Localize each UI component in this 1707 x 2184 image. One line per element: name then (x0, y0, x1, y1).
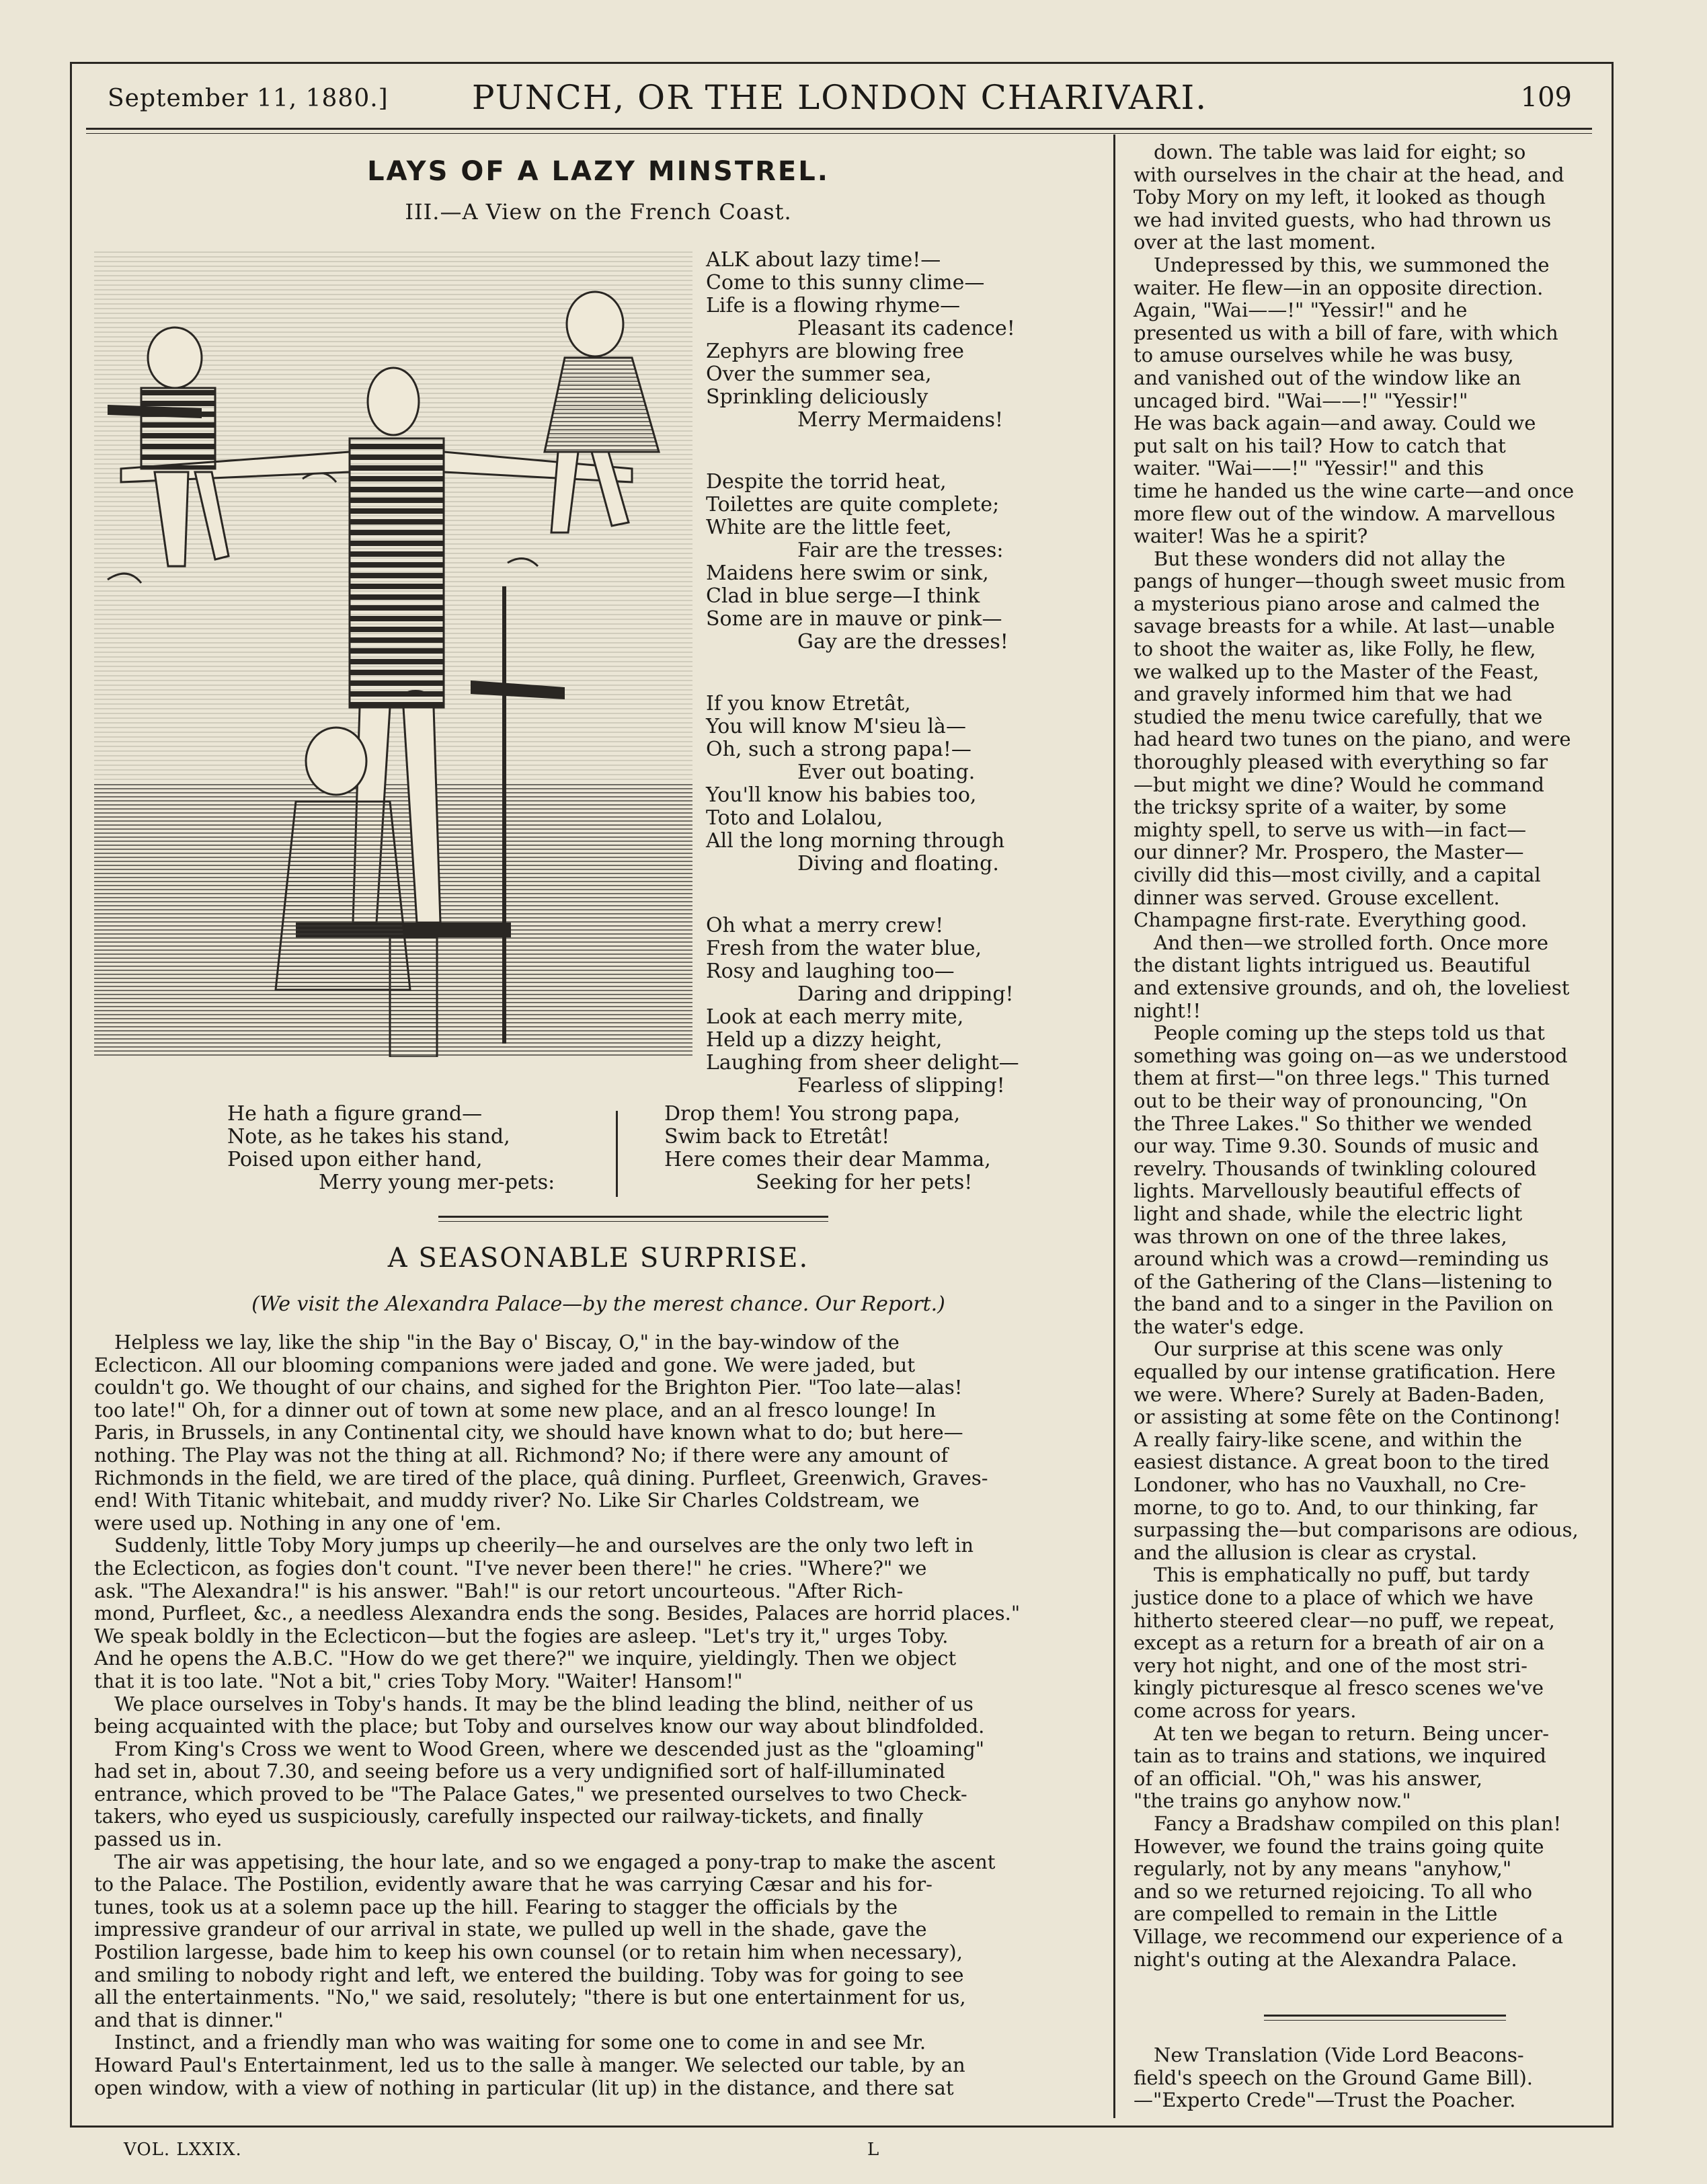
text-line: waiter! Was he a spirit? (1134, 524, 1368, 548)
footnote (1134, 2044, 1618, 2112)
section-rule-top (438, 1216, 828, 1218)
text-line: the water's edge. (1134, 1315, 1305, 1338)
text-line: and extensive grounds, and oh, the loveliest (1134, 976, 1570, 999)
text-line: Poised upon either hand, (227, 1148, 483, 1171)
text-line: open window, with a view of nothing in particular (lit up) in the distance, and there sat (94, 2076, 954, 2099)
text-line: Village, we recommend our experience of a (1134, 1924, 1564, 1948)
text-line: with ourselves in the chair at the head, and (1134, 163, 1564, 186)
text-line: Rosy and laughing too— (706, 960, 955, 983)
text-line: nothing. The Play was not the thing at all. Richmond? No; if there were any amount of (94, 1443, 949, 1467)
text-line: Howard Paul's Entertainment, led us to the salle à manger. We selected our table, by an (94, 2054, 965, 2076)
text-line: Fair are the tresses: (797, 539, 1004, 562)
text-line: our dinner? Mr. Prospero, the Master— (1134, 841, 1524, 864)
article-note: (We visit the Alexandra Palace—by the merest chance. Our Report.) (251, 1292, 945, 1316)
text-line: lights. Marvellously beautiful effects of (1134, 1179, 1521, 1203)
paragraph (1134, 254, 1618, 548)
text-line: "the trains go anyhow now." (1134, 1789, 1411, 1813)
text-line: He hath a figure grand— (227, 1102, 483, 1126)
paragraph (1134, 1022, 1618, 1338)
text-line: Daring and dripping! (797, 982, 1014, 1006)
paragraph (94, 1331, 1116, 1534)
signature-mark: L (867, 2140, 879, 2160)
text-line: Ever out boating. (797, 760, 976, 784)
header-rule-thin (86, 133, 1592, 134)
paragraph (1134, 1813, 1618, 1971)
text-line: The air was appetising, the hour late, and so we engaged a pony-trap to make the ascent (114, 1850, 996, 1873)
text-line: end! With Titanic whitebait, and muddy river? No. Like Sir Charles Coldstream, we (94, 1489, 920, 1512)
text-line: down. The table was laid for eight; so (1154, 141, 1526, 163)
text-line: Instinct, and a friendly man who was waiting for some one to come in and see Mr. (114, 2031, 926, 2054)
text-line: all the entertainments. "No," we said, resolutely; "there is but one entertainment for us, (94, 1986, 966, 2009)
poem-stanza (706, 693, 1103, 875)
paragraph (1134, 1723, 1618, 1813)
paragraph (1134, 548, 1618, 932)
text-line: entrance, which proved to be "The Palace Gates," we presented ourselves to two Check- (94, 1782, 967, 1805)
text-line: Fresh from the water blue, (706, 937, 982, 960)
text-line: Laughing from sheer delight— (706, 1051, 1019, 1075)
text-line: Londoner, who has no Vauxhall, no Cre- (1134, 1473, 1526, 1497)
text-line: waiter. "Wai——!" "Yessir!" and this (1134, 457, 1484, 480)
text-line: Toto and Lolalou, (706, 806, 883, 830)
text-line: except as a return for a breath of air on a (1134, 1631, 1545, 1655)
text-line: People coming up the steps told us that (1154, 1021, 1545, 1045)
text-line: civilly did this—most civilly, and a capital (1134, 863, 1541, 886)
text-line: uncaged bird. "Wai——!" "Yessir!" (1134, 389, 1468, 412)
text-line: If you know Etretât, (706, 692, 911, 715)
text-line: Champagne first-rate. Everything good. (1134, 908, 1527, 932)
text-line: Helpless we lay, like the ship "in the Bay o' Biscay, O," in the bay-window of the (114, 1331, 900, 1354)
poem-stanzas (706, 249, 1103, 1136)
text-line: were used up. Nothing in any one of 'em. (94, 1511, 502, 1534)
text-line: surpassing the—but comparisons are odious, (1134, 1518, 1579, 1542)
text-line: Held up a dizzy height, (706, 1028, 943, 1052)
footnote-rule-thin (1264, 2020, 1506, 2021)
text-line: and the allusion is clear as crystal. (1134, 1540, 1478, 1564)
text-line: Toilettes are quite complete; (706, 493, 1000, 516)
text-line: Undepressed by this, we summoned the (1154, 253, 1550, 276)
text-line: to the Palace. The Postilion, evidently aware that he was carrying Cæsar and his for- (94, 1873, 932, 1896)
text-line: couldn't go. We thought of our chains, and sighed for the Brighton Pier. "Too late—alas! (94, 1376, 963, 1399)
text-line: justice done to a place of which we have (1134, 1586, 1534, 1609)
text-line: A really fairy-like scene, and within the (1134, 1428, 1522, 1451)
poem-stanza (706, 471, 1103, 654)
text-line: impressive grandeur of our arrival in state, we pulled up well in the shade, gave the (94, 1918, 927, 1941)
text-line: thoroughly pleased with everything so far (1134, 750, 1548, 774)
text-line: the tricksy sprite of a waiter, by some (1134, 795, 1507, 819)
text-line: pangs of hunger—though sweet music from (1134, 570, 1566, 593)
text-line: the distant lights intrigued us. Beautiful (1134, 953, 1531, 977)
text-line: studied the menu twice carefully, that we (1134, 705, 1543, 728)
text-line: come across for years. (1134, 1699, 1357, 1722)
text-line: we had invited guests, who had thrown us (1134, 208, 1552, 231)
text-line: or assisting at some fête on the Continong! (1134, 1405, 1561, 1429)
text-line: hitherto steered clear—no puff, we repeat, (1134, 1608, 1555, 1632)
text-line: to amuse ourselves while he was busy, (1134, 344, 1514, 367)
poem-subtitle: III.—A View on the French Coast. (405, 199, 792, 225)
text-line: waiter. He flew—in an opposite direction. (1134, 276, 1544, 299)
text-line: Oh, such a strong papa!— (706, 738, 971, 761)
text-line: —"Experto Crede"—Trust the Poacher. (1134, 2089, 1516, 2112)
issue-date: September 11, 1880.] (108, 85, 389, 112)
text-line: Oh what a merry crew! (706, 914, 944, 937)
text-line: From King's Cross we went to Wood Green, where we descended just as the "gloaming" (114, 1737, 985, 1760)
text-line: savage breasts for a while. At last—unable (1134, 615, 1555, 638)
article-title: A SEASONABLE SURPRISE. (387, 1243, 809, 1274)
text-line: something was going on—as we understood (1134, 1044, 1568, 1067)
text-line: being acquainted with the place; but Toby and ourselves know our way about blindfolded. (94, 1715, 985, 1738)
text-line: and vanished out of the window like an (1134, 366, 1521, 389)
text-line: the band and to a singer in the Pavilion on (1134, 1292, 1554, 1316)
paragraph (94, 1851, 1116, 2032)
text-line: —but might we dine? Would he command (1134, 773, 1544, 796)
text-line: All the long morning through (706, 829, 1005, 853)
text-line: And he opens the A.B.C. "How do we get there?" we inquire, yieldingly. Then we object (94, 1647, 957, 1670)
paragraph (1134, 2044, 1618, 2112)
text-line: of the Gathering of the Clans—listening to (1134, 1270, 1552, 1293)
text-line: Some are in mauve or pink— (706, 607, 1002, 631)
text-line: easiest distance. A great boon to the tired (1134, 1450, 1550, 1474)
text-line: night!! (1134, 999, 1201, 1022)
text-line: Fearless of slipping! (797, 1074, 1005, 1097)
text-line: We place ourselves in Toby's hands. It may be the blind leading the blind, neither of us (114, 1692, 974, 1715)
paragraph (1134, 932, 1618, 1022)
text-line: New Translation (Vide Lord Beacons- (1154, 2043, 1524, 2066)
text-line: takers, who eyed us suspiciously, carefully inspected our railway-tickets, and finally (94, 1805, 923, 1828)
text-line: You will know M'sieu là— (706, 715, 966, 738)
text-line: night's outing at the Alexandra Palace. (1134, 1947, 1517, 1971)
text-line: and so we returned rejoicing. To all who (1134, 1879, 1533, 1903)
text-line: Zephyrs are blowing free (706, 340, 965, 363)
text-line: But these wonders did not allay the (1154, 547, 1506, 570)
text-line: And then—we strolled forth. Once more (1154, 931, 1549, 954)
paragraph (1134, 141, 1618, 254)
paragraph (94, 1534, 1116, 1692)
text-line: Eclecticon. All our blooming companions were jaded and gone. We were jaded, but (94, 1353, 916, 1376)
text-line: Again, "Wai——!" "Yessir!" and he (1134, 299, 1468, 322)
text-line: Despite the torrid heat, (706, 470, 947, 494)
text-line: the Three Lakes." So thither we wended (1134, 1112, 1532, 1135)
text-line: dinner was served. Grouse excellent. (1134, 886, 1500, 909)
poem-stanza (706, 914, 1103, 1097)
text-line: Suddenly, little Toby Mory jumps up cheerily—he and ourselves are the only two left in (114, 1534, 974, 1557)
text-line: Our surprise at this scene was only (1154, 1337, 1503, 1361)
text-line: Postilion largesse, bade him to keep his own counsel (or to retain him when necessary), (94, 1941, 963, 1964)
text-line: Merry Mermaidens! (797, 408, 1004, 432)
text-line: we walked up to the Master of the Feast, (1134, 660, 1540, 683)
text-line: revelry. Thousands of twinkling coloured (1134, 1157, 1537, 1180)
text-line: and that is dinner." (94, 2008, 284, 2031)
closing-right (664, 1103, 1041, 1194)
text-line: morne, to go to. And, to our thinking, far (1134, 1495, 1538, 1519)
girl-head (567, 292, 623, 356)
text-line: Seeking for her pets! (756, 1171, 973, 1194)
man-head (368, 368, 419, 435)
text-line: Swim back to Etretât! (664, 1125, 890, 1148)
text-line: Over the summer sea, (706, 362, 932, 386)
text-line: regularly, not by any means "anyhow," (1134, 1857, 1512, 1881)
text-line: a mysterious piano arose and calmed the (1134, 592, 1540, 615)
text-line: You'll know his babies too, (706, 783, 977, 807)
text-line: However, we found the trains going quite (1134, 1834, 1544, 1858)
text-line: Richmonds in the field, we are tired of the place, quâ dining. Purfleet, Greenwich, Graves- (94, 1466, 988, 1489)
article-body-left (94, 1331, 1116, 2099)
boy-head (148, 327, 202, 388)
text-line: He was back again—and away. Could we (1134, 412, 1536, 435)
text-line: are compelled to remain in the Little (1134, 1902, 1498, 1926)
woman-head (306, 728, 366, 795)
text-line: out to be their way of pronouncing, "On (1134, 1089, 1527, 1112)
text-line: equalled by our intense gratification. Here (1134, 1360, 1556, 1384)
text-line: Fancy a Bradshaw compiled on this plan! (1154, 1811, 1562, 1835)
beach-illustration (94, 250, 692, 1057)
paragraph (94, 1693, 1116, 1738)
page-number: 109 (1520, 82, 1572, 113)
text-line: field's speech on the Ground Game Bill). (1134, 2066, 1534, 2089)
text-line: At ten we began to return. Being uncer- (1154, 1721, 1549, 1745)
text-line: Life is a flowing rhyme— (706, 294, 961, 317)
poem-title: LAYS OF A LAZY MINSTREL. (367, 156, 830, 187)
closing-left (227, 1103, 604, 1194)
text-line: and gravely informed him that we had (1134, 682, 1513, 706)
text-line: Maidens here swim or sink, (706, 561, 989, 585)
text-line: Look at each merry mite, (706, 1005, 964, 1029)
text-line: passed us in. (94, 1828, 223, 1851)
paragraph (94, 2031, 1116, 2099)
page-header (70, 73, 1610, 126)
text-line: Here comes their dear Mamma, (664, 1148, 991, 1171)
article-body-right (1134, 141, 1618, 1971)
text-line: Merry young mer-pets: (319, 1171, 555, 1194)
text-line: light and shade, while the electric light (1134, 1202, 1523, 1225)
text-line: This is emphatically no puff, but tardy (1154, 1563, 1530, 1587)
text-line: tain as to trains and stations, we inquired (1134, 1744, 1546, 1768)
footnote-rule (1264, 2015, 1506, 2017)
text-line: Pleasant its cadence! (797, 317, 1015, 340)
paragraph (94, 1738, 1116, 1851)
text-line: we were. Where? Surely at Baden-Baden, (1134, 1382, 1545, 1406)
section-rule-top-thin (438, 1221, 828, 1222)
text-line: Note, as he takes his stand, (227, 1125, 510, 1148)
text-line: White are the little feet, (706, 516, 952, 539)
text-line: more flew out of the window. A marvellous (1134, 502, 1556, 525)
text-line: ask. "The Alexandra!" is his answer. "Bah!" is our retort uncourteous. "After Rich- (94, 1579, 904, 1602)
text-line: too late!" Oh, for a dinner out of town at some new place, and an al fresco lounge! In (94, 1398, 937, 1421)
text-line: the Eclecticon, as fogies don't count. "I've never been there!" he cries. "Where?" we (94, 1556, 927, 1580)
text-line: Diving and floating. (797, 852, 999, 875)
text-line: ALK about lazy time!— (706, 248, 941, 272)
text-line: of an official. "Oh," was his answer, (1134, 1766, 1483, 1790)
text-line: put salt on his tail? How to catch that (1134, 434, 1506, 457)
text-line: Toby Mory on my left, it looked as though (1134, 186, 1546, 209)
closing-divider (616, 1111, 618, 1197)
text-line: presented us with a bill of fare, with which (1134, 321, 1558, 344)
text-line: kingly picturesque al fresco scenes we've (1134, 1676, 1544, 1700)
text-line: was thrown on one of the three lakes, (1134, 1224, 1507, 1248)
text-line: to shoot the waiter as, like Folly, he flew, (1134, 637, 1536, 661)
paragraph (1134, 1564, 1618, 1722)
text-line: time he handed us the wine carte—and once (1134, 479, 1575, 502)
text-line: Gay are the dresses! (797, 630, 1008, 654)
striped-suit (350, 438, 444, 707)
text-line: mighty spell, to serve us with—in fact— (1134, 818, 1527, 841)
engraving-svg (94, 250, 692, 1057)
text-line: Sprinkling deliciously (706, 385, 928, 409)
text-line: them at first—"on three legs." This turned (1134, 1066, 1550, 1090)
paragraph (1134, 1338, 1618, 1564)
text-line: had heard two tunes on the piano, and were (1134, 728, 1571, 751)
text-line: and smiling to nobody right and left, we entered the building. Toby was for going to see (94, 1963, 964, 1986)
text-line: Paris, in Brussels, in any Continental city, we should have known what to do; but here— (94, 1421, 963, 1444)
header-rule (86, 128, 1592, 130)
text-line: Drop them! You strong papa, (664, 1102, 961, 1126)
poem-stanza (706, 249, 1103, 432)
volume-label: VOL. LXXIX. (124, 2140, 242, 2160)
text-line: over at the last moment. (1134, 231, 1376, 254)
text-line: Come to this sunny clime— (706, 271, 985, 295)
text-line: mond, Purfleet, &c., a needless Alexandra ends the song. Besides, Palaces are horrid places." (94, 1602, 1021, 1625)
text-line: very hot night, and one of the most stri- (1134, 1653, 1527, 1677)
text-line: around which was a crowd—reminding us (1134, 1247, 1549, 1271)
text-line: We speak boldly in the Eclecticon—but the fogies are asleep. "Let's try it," urges Toby. (94, 1624, 949, 1647)
text-line: had set in, about 7.30, and seeing before us a very undignified sort of half-illuminated (94, 1760, 945, 1783)
text-line: our way. Time 9.30. Sounds of music and (1134, 1134, 1539, 1158)
text-line: tunes, took us at a solemn pace up the hill. Fearing to stagger the officials by the (94, 1895, 898, 1918)
publication-title: PUNCH, OR THE LONDON CHARIVARI. (471, 78, 1208, 117)
text-line: Clad in blue serge—I think (706, 584, 980, 608)
text-line: that it is too late. "Not a bit," cries Toby Mory. "Waiter! Hansom!" (94, 1669, 743, 1692)
